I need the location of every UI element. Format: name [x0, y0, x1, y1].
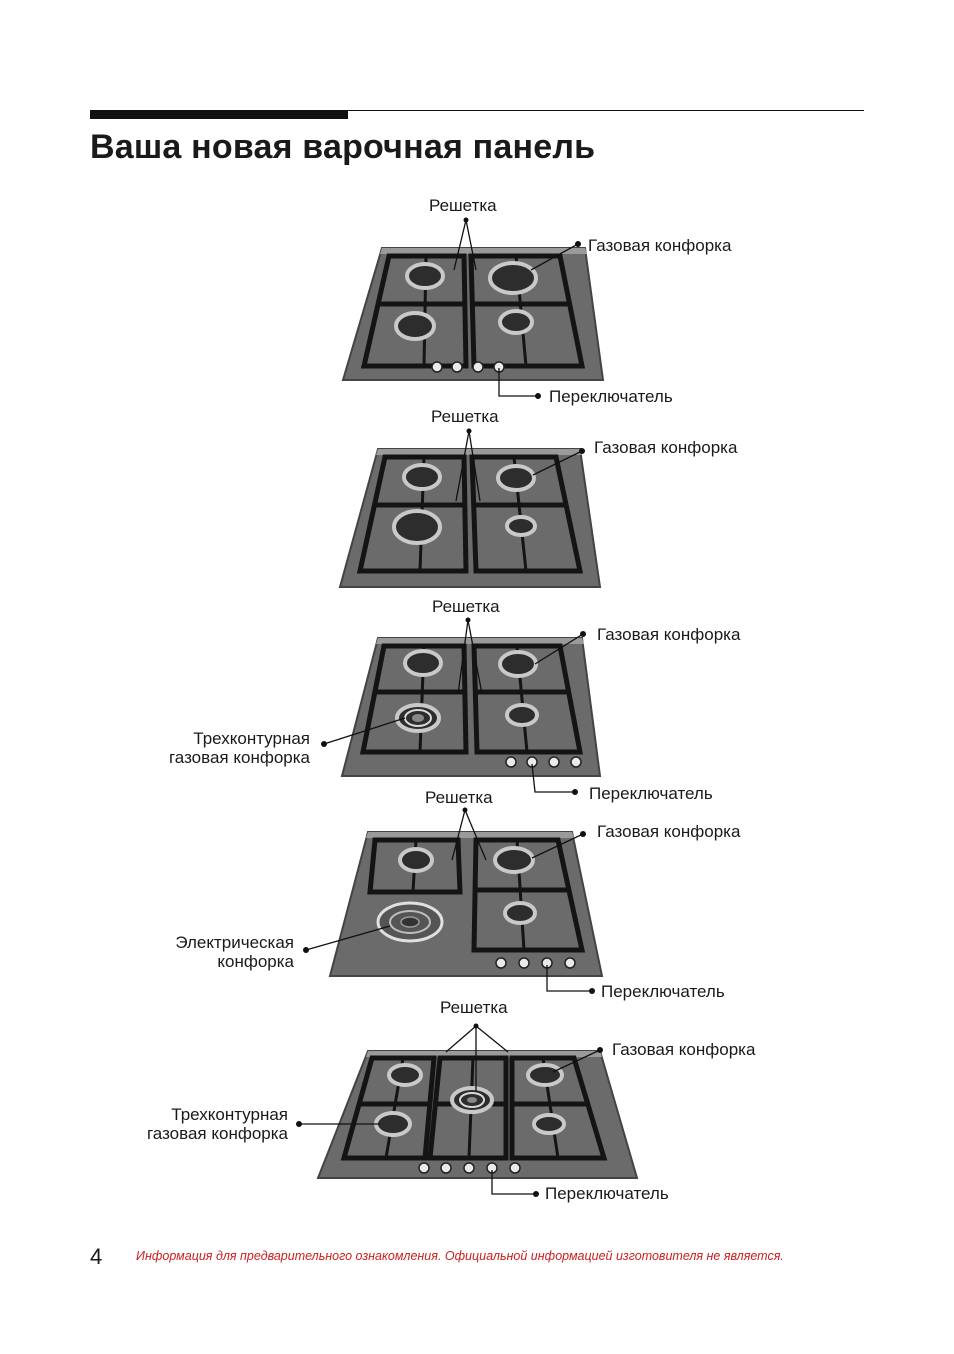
knob-label: Переключатель — [545, 1184, 669, 1203]
header-rule-thin — [348, 110, 864, 111]
knob-label: Переключатель — [589, 784, 713, 803]
hob-illustration — [0, 405, 954, 590]
hob-diagram-1 — [0, 190, 954, 405]
gas-burner-label: Газовая конфорка — [597, 822, 741, 841]
grate-label: Решетка — [440, 998, 508, 1017]
hob-illustration — [0, 594, 954, 804]
grate-label: Решетка — [432, 597, 500, 616]
grate-label: Решетка — [429, 196, 497, 215]
gas-burner-label: Газовая конфорка — [588, 236, 732, 255]
hob-diagram-3 — [0, 594, 954, 804]
hob-diagram-4 — [0, 786, 954, 1001]
disclaimer: Информация для предварительного ознакомления. Официальной информацией изготовителя не является. — [136, 1249, 784, 1263]
grate-label: Решетка — [431, 407, 499, 426]
hob-illustration — [0, 190, 954, 405]
knob-label: Переключатель — [601, 982, 725, 1001]
hob-diagram-2 — [0, 405, 954, 590]
gas-burner-label: Газовая конфорка — [597, 625, 741, 644]
triple-burner-label: Трехконтурная газовая конфорка — [168, 729, 310, 767]
triple-burner-label: Трехконтурная газовая конфорка — [146, 1105, 288, 1143]
page-title: Ваша новая варочная панель — [90, 128, 596, 166]
header-rule-thick — [90, 110, 348, 119]
knob-label: Переключатель — [549, 387, 673, 406]
electric-hotplate-label: Электрическая конфорка — [175, 933, 294, 971]
hob-diagram-5 — [0, 996, 954, 1211]
hob-illustration — [0, 996, 954, 1211]
page-number: 4 — [90, 1244, 103, 1269]
gas-burner-label: Газовая конфорка — [594, 438, 738, 457]
grate-label: Решетка — [425, 788, 493, 807]
gas-burner-label: Газовая конфорка — [612, 1040, 756, 1059]
